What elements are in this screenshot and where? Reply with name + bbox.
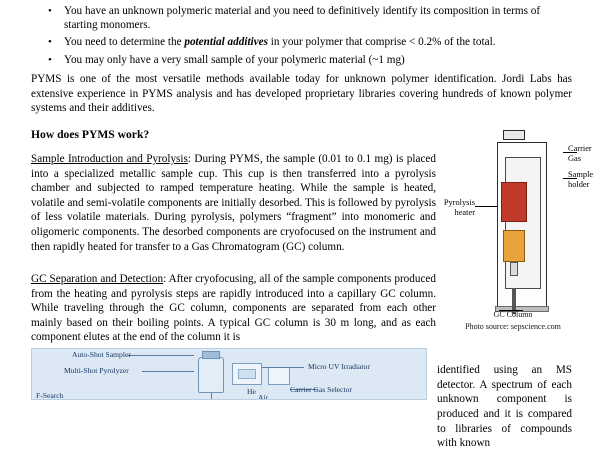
pyrolyzer-housing: [497, 142, 547, 310]
label-auto-shot-sampler: Auto-Shot Sampler: [72, 350, 131, 359]
uv-lamp-graphic: [238, 369, 256, 379]
paragraph-right-column-tail: identified using an MS detector. A spectrum of each unknown component is produced and it is compared to libraries of compounds with known: [437, 364, 572, 450]
gas-selector-graphic: [268, 367, 290, 385]
label-carrier-gas-selector: Carrier Gas Selector: [290, 385, 352, 394]
leader-line-pyrolysis-heater: [475, 206, 497, 207]
list-item-text: You need to determine the potential additives in your polymer that comprise < 0.2% of the total.: [64, 36, 496, 49]
paragraph-sample-introduction: [31, 152, 436, 254]
pyrolyzer-column-graphic: [198, 357, 224, 393]
list-item-text: You have an unknown polymeric material and you need to definitively identify its composition in terms of starting monomers.: [64, 5, 541, 32]
instrument-schematic-figure: [31, 348, 427, 400]
pyrolysis-unit-diagram: [489, 138, 563, 316]
list-item-text: You may only have a very small sample of your polymeric material (~1 mg): [64, 53, 405, 66]
pyrolysis-heater-element: [501, 182, 527, 222]
pyrolysis-unit-figure: [437, 138, 594, 334]
paragraph-sample-body: : During PYMS, the sample (0.01 to 0.1 mg) is placed into a specialized metallic sample cup. This cup is then transferred into a pyrolysis chamber and subjected to ramped temperature heating. While the sample is heated, volatile and semi-volatile components are initially desorbed. This is followed by pyrolysis of less volatile materials. During pyrolysis, polymers “fragment” into monomeric and oligomeric components. The desorbed components are cryofocused on the instrument and then rapidly heated for transfer to a Gas Chromatogram (GC) column.: [31, 153, 436, 253]
transfer-neck: [510, 262, 518, 276]
paragraph-gc-body: : After cryofocusing, all of the sample components produced from the heating and pyrolysis steps are rapidly introduced into a capillary GC column. While traveling through the GC column, components are separated from each other mainly based on their boiling points. A typical GC column is 30 m long, and as each component elutes at the end of the column it is: [31, 273, 436, 344]
list-item: [48, 4, 567, 32]
label-helium: He: [247, 387, 256, 396]
leader-line-auto-shot-sampler: [128, 355, 194, 356]
auto-shot-sampler-graphic: [202, 351, 220, 359]
label-air: Air: [258, 393, 269, 400]
label-sample-holder: Sample holder: [568, 170, 594, 189]
label-gc-column: GC Column: [493, 310, 533, 319]
photo-source-credit: Photo source: sepscience.com: [465, 322, 561, 331]
paragraph-gc-separation: [31, 272, 436, 345]
list-item: [48, 53, 567, 67]
leader-line-multi-shot-pyrolyzer: [142, 371, 194, 372]
label-carrier-gas: Carrier Gas: [568, 144, 592, 163]
transfer-line-graphic: [211, 393, 212, 400]
label-micro-uv-irradiator: Micro UV Irradiator: [308, 362, 370, 371]
label-pyrolysis-heater: Pyrolysis heater: [443, 198, 475, 217]
emphasis-potential-additives: potential additives: [184, 36, 268, 49]
bullet-glyph: •: [48, 5, 52, 17]
leader-line-micro-uv-irradiator: [262, 367, 304, 368]
bullet-glyph: •: [48, 53, 52, 66]
carrier-gas-inlet-cap: [503, 130, 525, 140]
section-heading: How does PYMS work?: [31, 128, 150, 141]
label-f-search: F-Search: [36, 391, 64, 400]
list-item: [48, 35, 567, 49]
bullet-list: [0, 0, 603, 67]
label-multi-shot-pyrolyzer: Multi-Shot Pyrolyzer: [64, 366, 129, 375]
intro-paragraph: PYMS is one of the most versatile methods available today for unknown polymer identification. Jordi Labs has extensive experience in PYMS analysis and has developed proprietary libraries covering hundreds of known polymer systems and their additives.: [31, 73, 572, 115]
sample-holder-cup: [503, 230, 525, 262]
bullet-glyph: •: [48, 36, 52, 49]
paragraph-gc-title: GC Separation and Detection: [31, 273, 164, 285]
paragraph-sample-title: Sample Introduction and Pyrolysis: [31, 153, 188, 165]
